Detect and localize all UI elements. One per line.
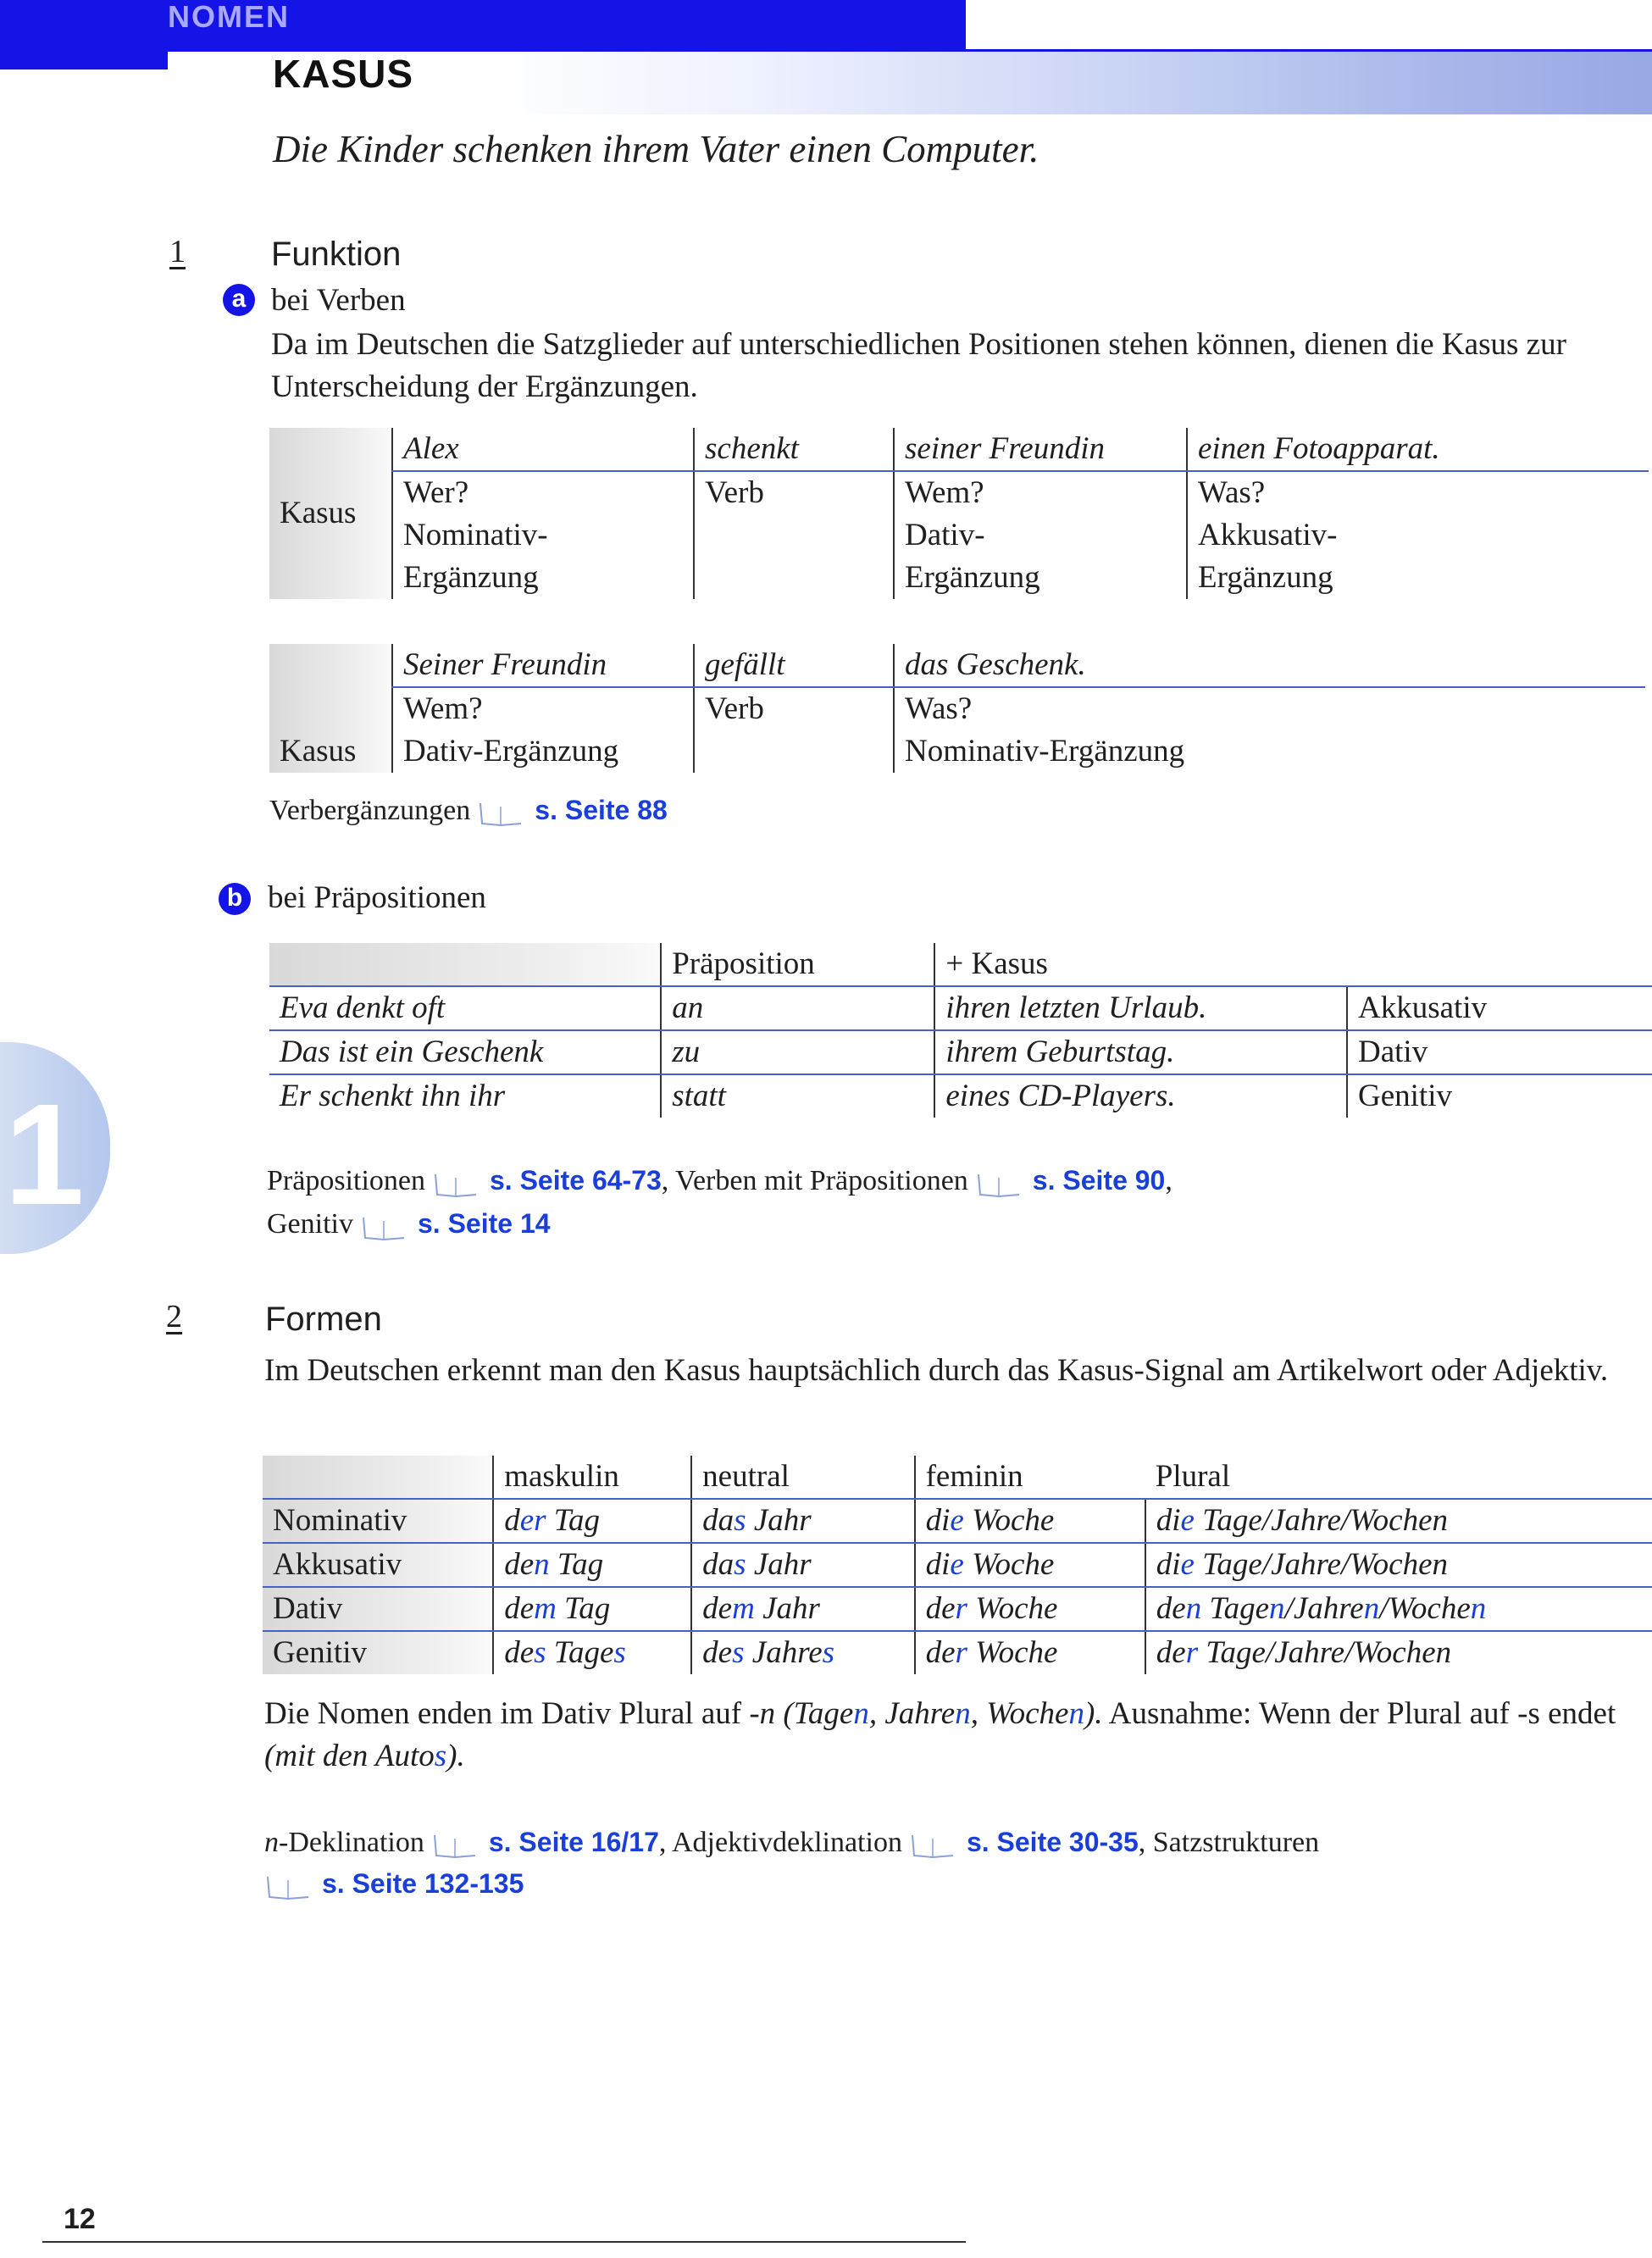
kasus-signal: n: [1185, 1591, 1202, 1626]
table-cell: [694, 514, 894, 557]
preposition-table: [269, 943, 1652, 1118]
form-cell: [493, 1587, 691, 1631]
form-text: de: [925, 1591, 956, 1626]
table-cell: schenkt: [694, 428, 894, 471]
paragraph: Da im Deutschen die Satzglieder auf unterschiedlichen Positionen stehen können, dienen die Kasus zur Unterscheidung der Ergänzungen.: [271, 327, 1566, 404]
column-header: feminin: [915, 1456, 1145, 1499]
reference-label: Adjektivdeklination: [672, 1827, 902, 1858]
section-heading: Funktion: [271, 236, 402, 273]
table-cell: Nominativ-Ergänzung: [894, 730, 1645, 773]
table-row: [263, 1631, 1652, 1674]
table-cell: statt: [661, 1074, 934, 1118]
column-header: maskulin: [493, 1456, 691, 1499]
kasus-signal: m: [534, 1591, 557, 1626]
form-text: di: [925, 1547, 951, 1582]
table-cell: das Geschenk.: [894, 644, 1645, 687]
form-text: de: [702, 1591, 733, 1626]
table-row: [263, 1499, 1652, 1543]
form-text: di: [925, 1503, 951, 1538]
footer-rule: [42, 2241, 966, 2243]
table-cell: Wer?: [392, 471, 694, 514]
form-text: Tage/Jahre/Wochen: [1194, 1503, 1449, 1538]
table-cell: Verb: [694, 471, 894, 514]
form-cell: [691, 1543, 914, 1587]
note-text: (mit den Auto: [264, 1739, 435, 1773]
verb-table-1: [269, 428, 1649, 599]
form-text: de: [504, 1635, 535, 1670]
page-reference-link[interactable]: s. Seite 16/17: [488, 1827, 659, 1857]
table-cell: ihrem Geburtstag.: [934, 1030, 1347, 1074]
kasus-signal: m: [732, 1591, 755, 1626]
form-text: de: [504, 1547, 535, 1582]
table-cell: Eva denkt oft: [269, 986, 661, 1030]
chapter-label: NOMEN: [168, 0, 290, 34]
case-label: Nominativ: [263, 1499, 493, 1543]
table-row: [263, 1543, 1652, 1587]
page-reference-link[interactable]: s. Seite 90: [1032, 1165, 1166, 1196]
form-cell: [1145, 1631, 1652, 1674]
page-number: 12: [64, 2203, 96, 2235]
section-number: 2: [166, 1299, 182, 1334]
separator: ,: [658, 1827, 667, 1858]
case-label: Akkusativ: [263, 1543, 493, 1587]
table-row: [263, 1587, 1652, 1631]
table-cell: Dativ: [1347, 1030, 1652, 1074]
table-cell: Dativ-: [894, 514, 1187, 557]
kasus-signal: s: [732, 1635, 745, 1670]
form-cell: [493, 1631, 691, 1674]
table-cell: Ergänzung: [392, 557, 694, 599]
table-cell: Er schenkt ihn ihr: [280, 1079, 506, 1113]
kasus-signal: s: [734, 1503, 746, 1538]
form-cell: [1145, 1499, 1652, 1543]
table-cell: [263, 1456, 493, 1499]
kasus-signal: s: [613, 1635, 626, 1670]
column-header: neutral: [691, 1456, 914, 1499]
kasus-signal: e: [950, 1547, 964, 1582]
form-text: Woche: [967, 1591, 1058, 1626]
form-text: da: [702, 1503, 735, 1538]
note-paragraph: [264, 1693, 1645, 1778]
book-icon: [264, 1872, 313, 1900]
form-text: Jahr: [746, 1547, 812, 1582]
subsection-label: bei Verben: [271, 283, 406, 318]
badge-b: b: [219, 883, 251, 915]
kasus-signal: r: [1185, 1635, 1199, 1670]
table-cell: Ergänzung: [894, 557, 1187, 599]
form-text: Tag: [549, 1547, 604, 1582]
table-cell: Wem?: [392, 687, 694, 730]
kasus-signal: n: [1470, 1591, 1487, 1626]
note-text: , Woche: [970, 1696, 1069, 1731]
page-title: KASUS: [273, 52, 414, 96]
table-cell: Ergänzung: [1187, 557, 1649, 599]
page-reference-link[interactable]: s. Seite 88: [535, 795, 668, 825]
book-icon: [477, 798, 526, 827]
table-cell: Seiner Freundin: [392, 644, 694, 687]
form-text: de: [1156, 1591, 1186, 1626]
form-cell: [691, 1631, 914, 1674]
table-cell: Das ist ein Geschenk: [269, 1030, 661, 1074]
page-reference-link[interactable]: s. Seite 14: [417, 1208, 551, 1239]
table-cell: Akkusativ-: [1187, 514, 1649, 557]
form-text: Jahre: [744, 1635, 823, 1670]
note-ending: s: [434, 1739, 447, 1773]
separator: ,: [1165, 1165, 1172, 1196]
table-cell: [694, 730, 894, 773]
table-cell: [694, 557, 894, 599]
book-icon: [360, 1212, 409, 1240]
table-cell: Was?: [894, 687, 1645, 730]
note-ending: n: [853, 1696, 869, 1731]
paragraph: Im Deutschen erkennt man den Kasus hauptsächlich durch das Kasus-Signal am Artikelwort oder Adjektiv.: [264, 1353, 1609, 1388]
reference-label: Verben mit Präpositionen: [675, 1165, 968, 1196]
reference-label: Verbergänzungen: [269, 795, 471, 826]
case-label: Genitiv: [263, 1631, 493, 1674]
form-cell: [915, 1631, 1145, 1674]
kasus-signal: s: [734, 1547, 746, 1582]
table-cell: seiner Freundin: [894, 428, 1187, 471]
table-cell: gefällt: [694, 644, 894, 687]
form-text: Tage/Jahre/Wochen: [1194, 1547, 1449, 1582]
table-cell: [269, 943, 661, 986]
table-cell: an: [661, 986, 934, 1030]
form-text: Woche: [967, 1635, 1058, 1670]
form-cell: [915, 1543, 1145, 1587]
form-cell: [493, 1543, 691, 1587]
form-cell: [915, 1499, 1145, 1543]
table-cell: Dativ-Ergänzung: [392, 730, 694, 773]
chapter-side-number: 1: [4, 1074, 85, 1235]
form-text: /Jahre: [1284, 1591, 1364, 1626]
kasus-signal: s: [822, 1635, 835, 1670]
form-text: Woche: [963, 1503, 1055, 1538]
form-cell: [915, 1587, 1145, 1631]
column-header: Präposition: [661, 943, 934, 986]
forms-table: [263, 1456, 1652, 1674]
book-icon: [432, 1168, 481, 1197]
verb-table-2: [269, 644, 1645, 773]
form-cell: [1145, 1587, 1652, 1631]
table-cell: ihren letzten Urlaub.: [934, 986, 1347, 1030]
form-text: di: [1156, 1547, 1181, 1582]
section-heading: Formen: [265, 1301, 382, 1338]
subsection-label: bei Präpositionen: [268, 880, 486, 915]
reference-label: n: [264, 1827, 279, 1858]
table-cell: Alex: [392, 428, 694, 471]
column-header: + Kasus: [934, 943, 1347, 986]
table-cell: Verb: [694, 687, 894, 730]
book-icon: [975, 1168, 1024, 1197]
form-text: Tage: [546, 1635, 614, 1670]
section-number: 1: [169, 234, 186, 269]
table-cell: eines CD-Players.: [934, 1074, 1347, 1118]
table-cell: Was?: [1187, 471, 1649, 514]
table-cell: Genitiv: [1347, 1074, 1652, 1118]
kasus-label: Kasus: [269, 428, 392, 599]
form-text: Jahr: [754, 1591, 820, 1626]
form-cell: [493, 1499, 691, 1543]
table-cell: Akkusativ: [1347, 986, 1652, 1030]
page-reference-link[interactable]: s. Seite 30-35: [966, 1827, 1139, 1857]
note-text: , Jahre: [868, 1696, 956, 1731]
book-icon: [909, 1830, 958, 1859]
form-text: de: [702, 1635, 733, 1670]
table-cell: Wem?: [894, 471, 1187, 514]
separator: ,: [661, 1165, 669, 1196]
kasus-signal: s: [534, 1635, 546, 1670]
kasus-signal: r: [955, 1591, 967, 1626]
header-bar-tab: [0, 49, 168, 69]
kasus-signal: e: [1180, 1503, 1195, 1538]
kasus-label: Kasus: [269, 644, 392, 773]
reference-block: [264, 1822, 1645, 1905]
form-text: Tag: [556, 1591, 611, 1626]
form-text: de: [1156, 1635, 1186, 1670]
reference-label: Präpositionen: [267, 1165, 425, 1196]
column-header: Plural: [1145, 1456, 1652, 1499]
form-text: de: [504, 1591, 535, 1626]
form-text: de: [925, 1635, 956, 1670]
header-bar: [0, 0, 966, 49]
note-text: -n (Tage: [749, 1696, 854, 1731]
table-cell: einen Fotoapparat.: [1187, 428, 1649, 471]
badge-a: a: [223, 284, 255, 316]
form-cell: [1145, 1543, 1652, 1587]
reference-label: -Deklination: [279, 1827, 424, 1858]
form-text: Woche: [963, 1547, 1055, 1582]
table-cell: zu: [661, 1030, 934, 1074]
form-text: Tage/Jahre/Wochen: [1198, 1635, 1452, 1670]
kasus-signal: er: [519, 1503, 546, 1538]
form-text: Tage: [1201, 1591, 1270, 1626]
note-text: ).: [1084, 1696, 1103, 1731]
example-sentence: Die Kinder schenken ihrem Vater einen Computer.: [273, 128, 1039, 170]
form-text: d: [504, 1503, 520, 1538]
kasus-signal: n: [534, 1547, 550, 1582]
case-label: Dativ: [263, 1587, 493, 1631]
form-text: Jahr: [746, 1503, 812, 1538]
note-text: ).: [446, 1739, 465, 1773]
form-cell: [691, 1499, 914, 1543]
book-icon: [431, 1830, 480, 1859]
reference-block: [267, 1159, 1639, 1246]
note-ending: n: [1068, 1696, 1084, 1731]
kasus-signal: n: [1363, 1591, 1380, 1626]
note-ending: n: [955, 1696, 971, 1731]
table-cell: [1347, 943, 1652, 986]
table-cell: Nominativ-: [392, 514, 694, 557]
separator: ,: [1138, 1827, 1146, 1858]
kasus-signal: e: [1180, 1547, 1195, 1582]
kasus-signal: n: [1269, 1591, 1285, 1626]
reference-label: Satzstrukturen: [1152, 1827, 1320, 1858]
note-text: Ausnahme: Wenn der Plural auf -s endet: [1102, 1696, 1616, 1731]
form-text: Tag: [546, 1503, 600, 1538]
page-reference-link[interactable]: s. Seite 64-73: [489, 1165, 662, 1196]
form-text: di: [1156, 1503, 1181, 1538]
kasus-signal: r: [955, 1635, 967, 1670]
page-reference-link[interactable]: s. Seite 132-135: [322, 1868, 524, 1899]
reference-line: [269, 795, 668, 827]
form-text: /Woche: [1379, 1591, 1471, 1626]
note-text: Die Nomen enden im Dativ Plural auf: [264, 1696, 750, 1731]
kasus-signal: e: [950, 1503, 964, 1538]
form-cell: [691, 1587, 914, 1631]
form-text: da: [702, 1547, 735, 1582]
reference-label: Genitiv: [267, 1208, 353, 1240]
